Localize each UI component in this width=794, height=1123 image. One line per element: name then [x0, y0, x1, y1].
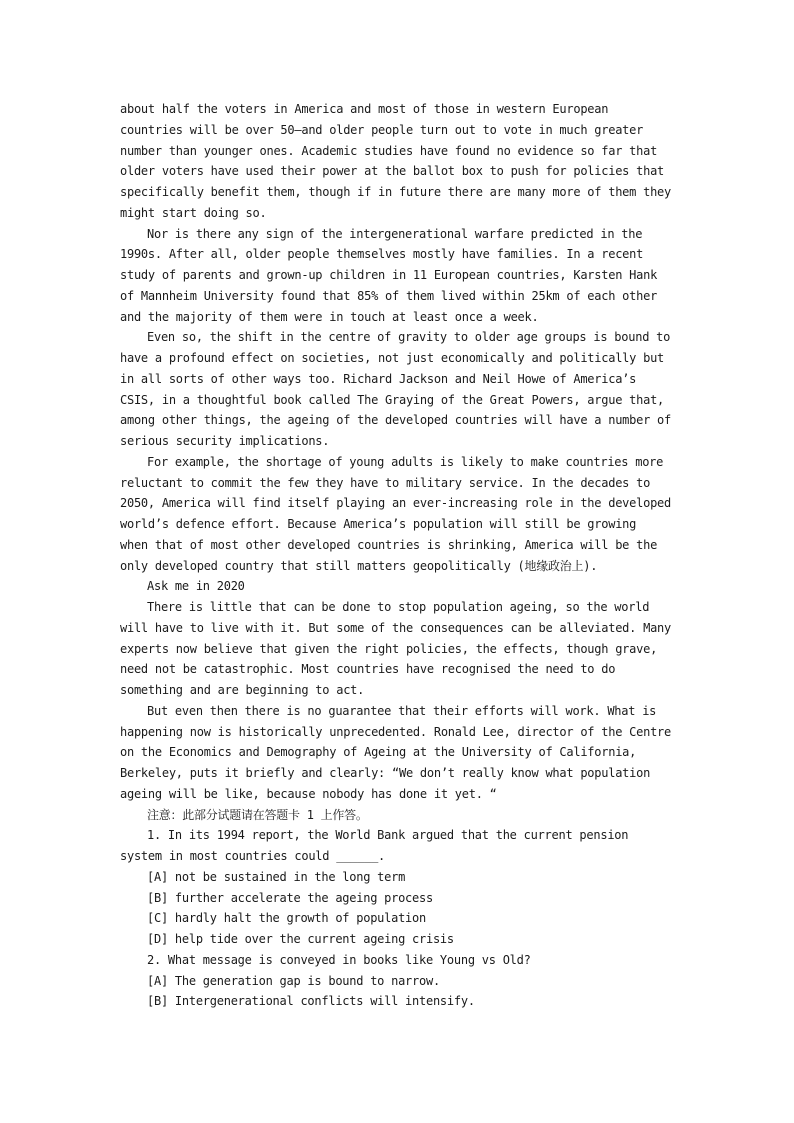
text-line: number than younger ones. Academic studies have found no evidence so far that	[120, 143, 658, 158]
text-line: There is little that can be done to stop population ageing, so the world	[147, 600, 650, 614]
text-line: CSIS, in a thoughtful book called The Graying of the Great Powers, argue that,	[120, 392, 665, 407]
text-line: [C] hardly halt the growth of population	[147, 911, 426, 926]
text-line: [A] The generation gap is bound to narrow.	[147, 973, 440, 988]
text-line: have a profound effect on societies, not just economically and politically but	[120, 351, 665, 365]
text-line: For example, the shortage of young adults is likely to make countries more	[147, 454, 664, 469]
text-line: on the Economics and Demography of Ageing at the University of California,	[120, 745, 637, 760]
text-line: and the majority of them were in touch at least once a week.	[120, 309, 539, 324]
text-line: need not be catastrophic. Most countries have recognised the need to do	[120, 662, 616, 677]
text-line: But even then there is no guarantee that their efforts will work. What is	[147, 703, 657, 718]
text-line: [D] help tide over the current ageing crisis	[147, 932, 454, 946]
text-line: Nor is there any sign of the intergenerational warfare predicted in the	[147, 226, 643, 241]
text-line: [B] further accelerate the ageing process	[147, 890, 433, 905]
text-line: [B] Intergenerational conflicts will intensify.	[147, 994, 475, 1009]
text-line: happening now is historically unprecedented. Ronald Lee, director of the Centre	[120, 724, 671, 739]
text-line: 2. What message is conveyed in books like Young vs Old?	[147, 952, 531, 967]
text-line: when that of most other developed countries is shrinking, America will be the	[120, 537, 658, 552]
text-line: Ask me in 2020	[147, 579, 245, 594]
text-line: world’s defence effort. Because America’s population will still be growing	[120, 517, 637, 531]
text-line: [A] not be sustained in the long term	[147, 869, 406, 884]
text-line: older voters have used their power at the ballot box to push for policies that	[120, 164, 665, 179]
text-line: something and are beginning to act.	[120, 683, 365, 697]
text-line: Berkeley, puts it briefly and clearly: “We don’t really know what population	[120, 766, 651, 780]
text-line: about half the voters in America and most of those in western European	[120, 102, 609, 116]
text-line: 1990s. After all, older people themselves mostly have families. In a recent	[120, 247, 644, 262]
text-line: ageing will be like, because nobody has done it yet. “	[120, 786, 497, 801]
text-line: might start doing so.	[120, 205, 267, 220]
text-line: specifically benefit them, though if in future there are many more of them they	[120, 185, 671, 199]
text-line: countries will be over 50—and older people turn out to vote in much greater	[120, 122, 644, 137]
text-line: 1. In its 1994 report, the World Bank argued that the current pension	[147, 828, 629, 843]
passage-body	[120, 99, 680, 1012]
text-line: 2050, America will find itself playing an ever-increasing role in the developed	[120, 496, 671, 511]
text-line: among other things, the ageing of the developed countries will have a number of	[120, 413, 671, 428]
text-line: will have to live with it. But some of the consequences can be alleviated. Many	[120, 620, 671, 635]
text-line: system in most countries could ______.	[120, 849, 386, 863]
text-line: reluctant to commit the few they have to military service. In the decades to	[120, 475, 651, 490]
text-line: in all sorts of other ways too. Richard Jackson and Neil Howe of America’s	[120, 371, 637, 386]
text-line: study of parents and grown-up children in 11 European countries, Karsten Hank	[120, 268, 658, 282]
text-line: 注意：此部分试题请在答题卡 1 上作答。	[147, 807, 368, 822]
text-line: only developed country that still matters geopolitically (地缘政治上).	[120, 558, 598, 573]
text-line: of Mannheim University found that 85% of them lived within 25km of each other	[120, 288, 658, 303]
text-line: experts now believe that given the right policies, the effects, though grave,	[120, 641, 658, 656]
text-line: Even so, the shift in the centre of gravity to older age groups is bound to	[147, 330, 671, 345]
text-line: serious security implications.	[120, 434, 330, 448]
